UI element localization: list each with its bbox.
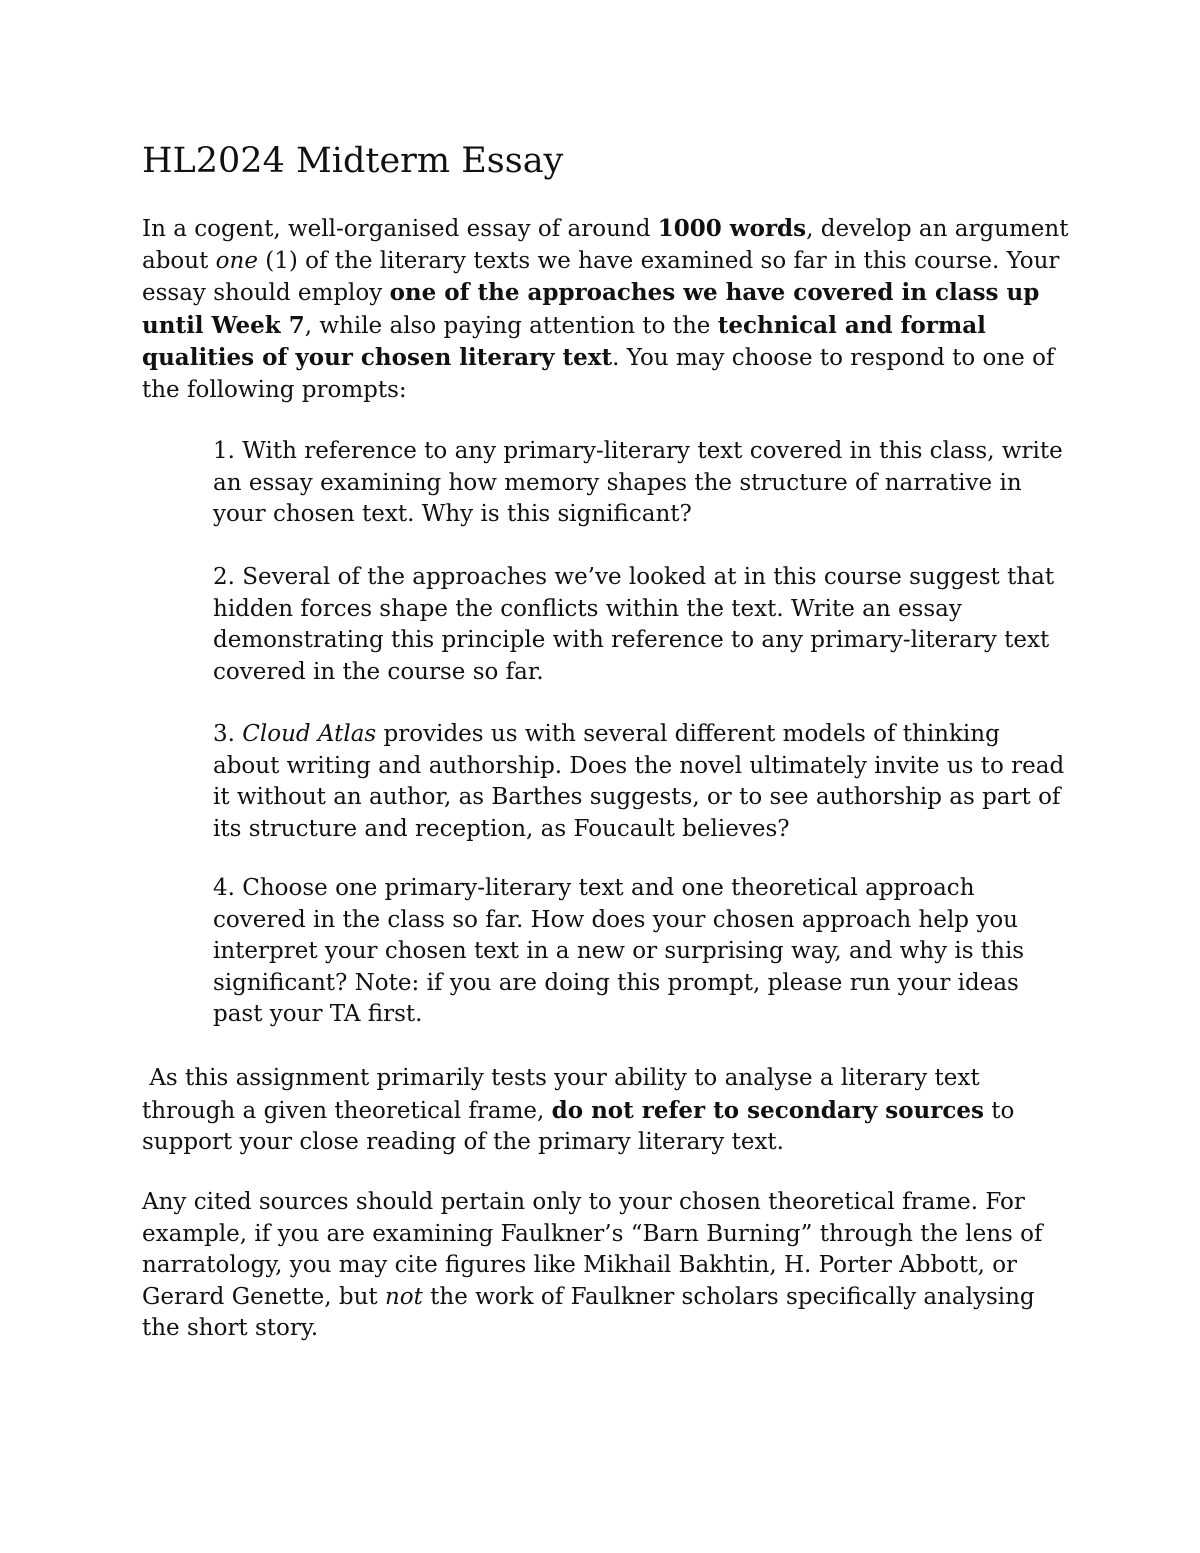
secondary-emphasis: do not refer to secondary sources [551, 1096, 984, 1124]
intro-text: , develop an argument about [142, 216, 1069, 274]
prompt-3-text: provides us with several different models of thinking about writing and authorship. Does the novel ultimately invite us to read it without an author, as Barthes suggests, or to see authorship as part of its structure and reception, as Foucault believes? [213, 721, 1065, 842]
intro-paragraph [142, 213, 1072, 406]
secondary-text: to support your close reading of the primary literary text. [142, 1097, 1022, 1155]
secondary-text: As this assignment primarily tests your ability to analyse a literary text through a given theoretical frame, [142, 1065, 987, 1124]
approach-emphasis: one of the approaches we have covered in class up until Week 7 [142, 279, 1040, 339]
intro-text: . You may choose to respond to one of the following prompts: [142, 345, 1055, 403]
qualities-emphasis: technical and formal qualities of your chosen literary text [142, 311, 986, 371]
prompt-1: 1. With reference to any primary-literary text covered in this class, write an essay examining how memory shapes the structure of narrative in your chosen text. Why is this significant? [213, 438, 1063, 527]
page-title: HL2024 Midterm Essay [142, 141, 564, 181]
prompt-3-number: 3. [213, 721, 243, 747]
prompt-3 [213, 719, 1073, 845]
sources-text: Any cited sources should pertain only to your chosen theoretical frame. For example, if you are examining Faulkner’s “Barn Burning” through the lens of narratology, you may cite figures like Mikhail Bakhtin, H. Porter Abbott, or Gerard Genette, but [142, 1189, 1043, 1310]
intro-text: , while also paying attention to the [304, 312, 718, 339]
book-title: Cloud Atlas [242, 721, 377, 747]
word-count-emphasis: 1000 words [657, 215, 807, 242]
intro-text: (1) of the literary texts we have examined so far in this course. Your essay should employ [142, 247, 1060, 306]
intro-text: In a cogent, well-organised essay of around [142, 216, 658, 242]
prompt-4: 4. Choose one primary-literary text and one theoretical approach covered in the class so far. How does your chosen approach help you interpret your chosen text in a new or surprising way, and why is this significant? Note: if you are doing this prompt, please run your ideas past your TA first. [213, 875, 1025, 1027]
cited-sources-paragraph [142, 1187, 1072, 1345]
secondary-sources-paragraph [142, 1063, 1072, 1159]
prompt-2: 2. Several of the approaches we’ve looked at in this course suggest that hidden forces shape the conflicts within the text. Write an essay demonstrating this principle with reference to any primary-literary text covered in the course so far. [213, 564, 1055, 685]
not-emphasis: not [384, 1283, 423, 1310]
one-emphasis: one [215, 247, 258, 274]
sources-text: the work of Faulkner scholars specifically analysing the short story. [142, 1283, 1035, 1341]
